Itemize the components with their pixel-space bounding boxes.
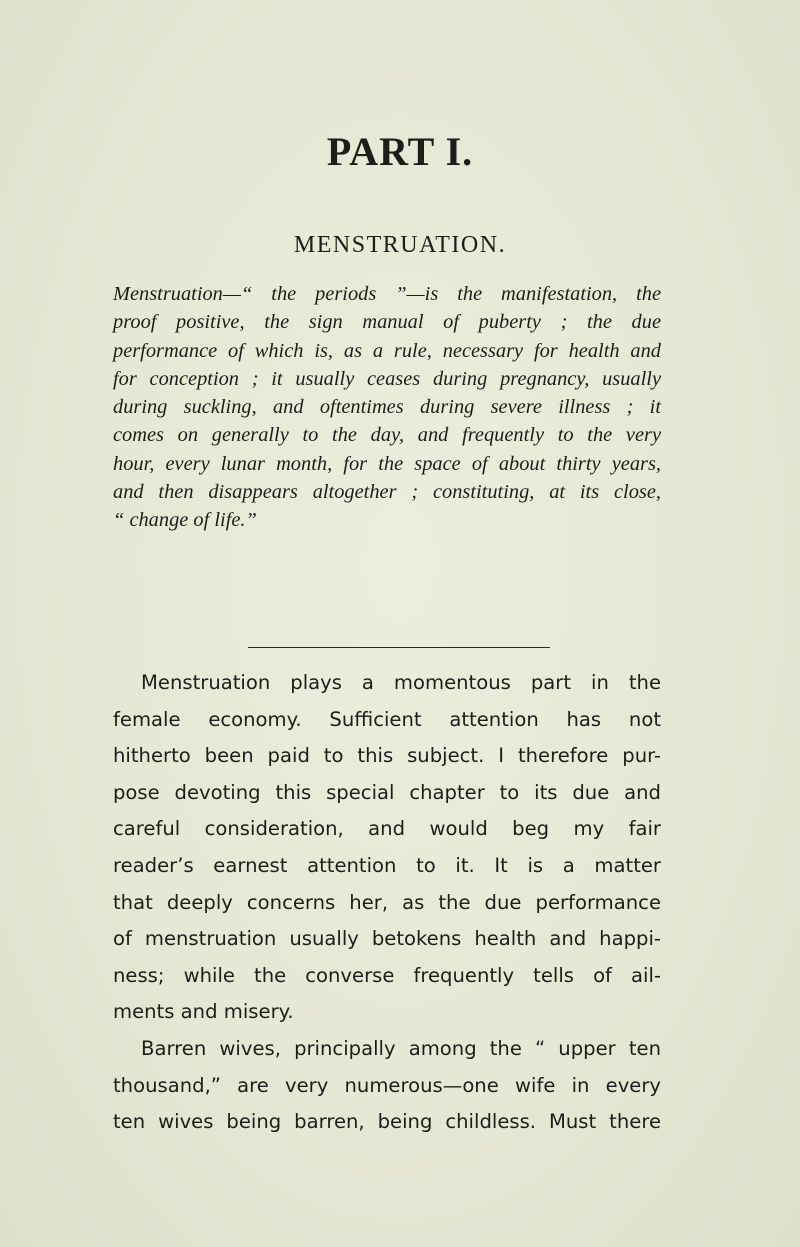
epigraph-line: proof positive, the sign manual of puberty ; the due <box>113 311 661 334</box>
paragraph-line: that deeply concerns her, as the due performance <box>113 890 661 914</box>
paragraph-line: ness; while the converse frequently tells of ail- <box>113 963 661 987</box>
paragraph-line: ments and misery. <box>113 1000 294 1024</box>
paragraph-line: Barren wives, principally among the “ upper ten <box>141 1036 661 1060</box>
epigraph-line: Menstruation—“ the periods ”—is the manifestation, the <box>113 283 661 305</box>
epigraph-line: hour, every lunar month, for the space of about thirty years, <box>113 452 661 475</box>
paragraph-line: thousand,” are very numerous—one wife in every <box>113 1073 661 1097</box>
chapter-title: MENSTRUATION. <box>293 232 507 258</box>
epigraph-line: “ change of life.” <box>113 509 257 532</box>
epigraph-line: for conception ; it usually ceases during pregnancy, usually <box>113 367 661 390</box>
paragraph-line: pose devoting this special chapter to its due and <box>113 780 661 804</box>
epigraph-line: comes on generally to the day, and frequently to the very <box>113 424 661 447</box>
epigraph-line: during suckling, and oftentimes during severe illness ; it <box>113 396 661 419</box>
section-divider <box>248 647 550 648</box>
paragraph-line: Menstruation plays a momentous part in the <box>141 671 661 694</box>
paragraph-line: of menstruation usually betokens health and happi- <box>113 927 661 951</box>
paragraph-line: careful consideration, and would beg my fair <box>113 817 661 841</box>
part-heading: PART I. <box>326 129 474 174</box>
epigraph-line: and then disappears altogether ; constituting, at its close, <box>113 481 661 504</box>
paragraph-line: hitherto been paid to this subject. I therefore pur- <box>113 744 661 768</box>
body-text <box>113 665 661 1141</box>
epigraph-line: performance of which is, as a rule, necessary for health and <box>113 339 661 362</box>
epigraph <box>113 280 661 535</box>
paragraph-line: reader’s earnest attention to it. It is a matter <box>113 853 661 877</box>
paragraph-line: female economy. Sufficient attention has not <box>113 707 661 731</box>
paragraph-line: ten wives being barren, being childless. Must there <box>113 1110 661 1134</box>
